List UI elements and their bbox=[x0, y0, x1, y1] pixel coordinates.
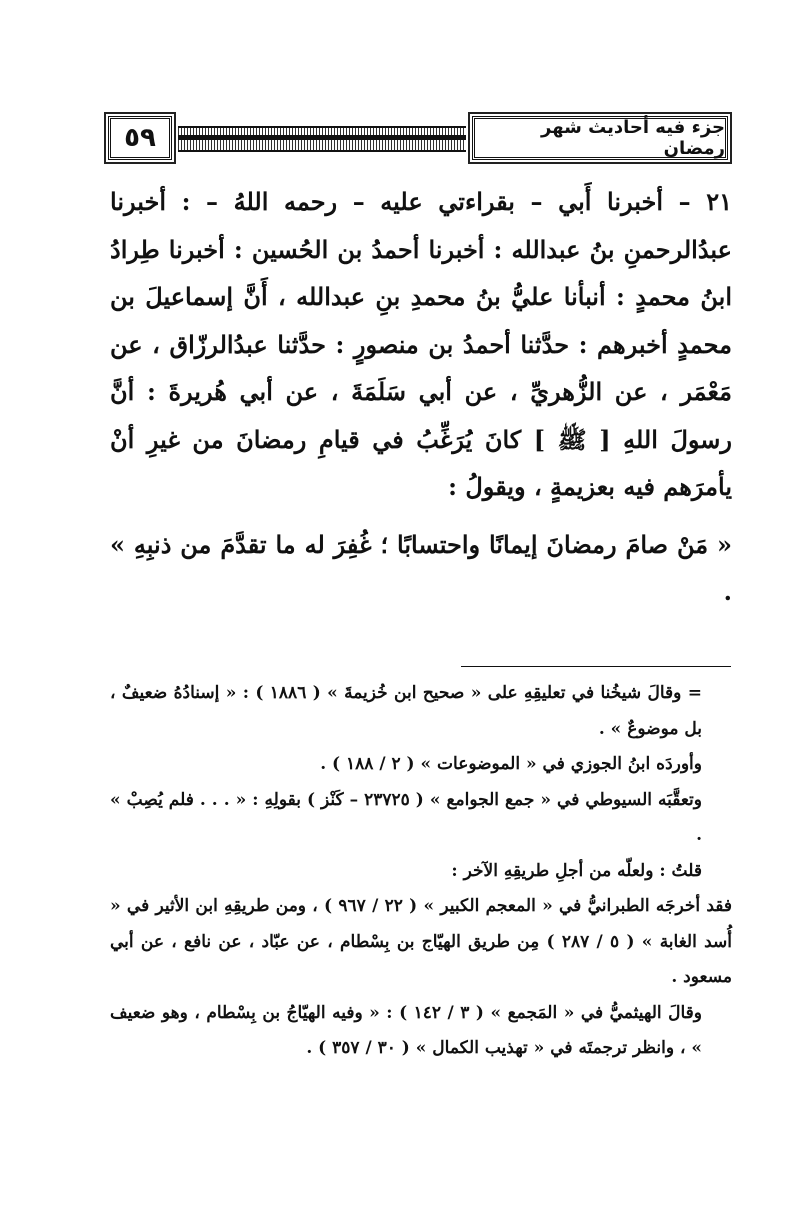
footnote-line: = وقالَ شيخُنا في تعليقِهِ على « صحيح ابن خُزيمةَ » ( ١٨٨٦ ) : « إسنادُهُ ضعيفٌ ، بل موضوعٌ » . bbox=[110, 683, 702, 739]
footnote-separator bbox=[461, 666, 731, 667]
footnote-line: فقد أخرجَه الطبرانيُّ في « المعجم الكبير » ( ٢٢ / ٩٦٧ ) ، ومن طريقِهِ ابن الأثير في « أُسد الغابة » ( ٥ / ٢٨٧ ) مِن طريق الهيّاج بن بِسْطام ، عن عبّاد ، عن نافع ، عن أبي مسعود . bbox=[110, 896, 733, 987]
hadith-paragraph bbox=[110, 178, 732, 511]
main-text bbox=[110, 178, 732, 616]
footnote-line: وتعقَّبَه السيوطي في « جمع الجوامع » ( ٢٣٧٢٥ – كَنْز ) بقولِهِ : « . . . فلم يُصِبْ » . bbox=[110, 789, 702, 845]
page-number: ٥٩ bbox=[108, 116, 172, 160]
footnote-line: وقالَ الهيثميُّ في « المَجمع » ( ٣ / ١٤٢ ) : « وفيه الهيّاجُ بن بِسْطام ، وهو ضعيف » ، وانظر ترجمتَه في « تهذيب الكمال » ( ٣٠ / ٣٥٧ ) . bbox=[110, 1002, 703, 1058]
hadith-number: ٢١ bbox=[706, 187, 732, 216]
footnotes bbox=[110, 676, 732, 1067]
footnote-line: وأوردَه ابنُ الجوزي في « الموضوعات » ( ٢ / ١٨٨ ) . bbox=[320, 754, 702, 774]
hadith-chain-text: – أخبرنا أَبي – بقراءتي عليه – رحمه اللهُ – : أخبرنا عبدُالرحمنِ بنُ عبدالله : أخبرنا أحمدُ بن الحُسين : أخبرنا طِرادُ ابنُ محمدٍ : أنبأنا عليُّ بنُ محمدِ بنِ عبدالله ، أَنَّ إسماعيلَ بن محمدٍ أخبرهم : حدَّثنا أحمدُ بن منصورٍ : حدَّثنا عبدُالرزّاق ، عن مَعْمَر ، عن الزُّهريِّ ، عن أبي سَلَمَةَ ، عن أبي هُريرةَ : أنَّ رسولَ اللهِ [ ﷺ ] كانَ يُرَغِّبُ في قيامِ رمضانَ من غيرِ أنْ يأمرَهم فيه بعزيمةٍ ، ويقولُ : bbox=[110, 187, 732, 501]
hadith-quote: « مَنْ صامَ رمضانَ إيمانًا واحتسابًا ؛ غُفِرَ له ما تقدَّمَ من ذنبِهِ » . bbox=[110, 529, 732, 606]
running-header bbox=[108, 116, 728, 158]
header-ornament-band bbox=[178, 126, 466, 152]
footnote-line: قلتُ : ولعلّه من أجلِ طريقِهِ الآخر : bbox=[451, 860, 702, 881]
book-title: جزء فيه أحاديث شهر رمضان bbox=[472, 116, 728, 160]
